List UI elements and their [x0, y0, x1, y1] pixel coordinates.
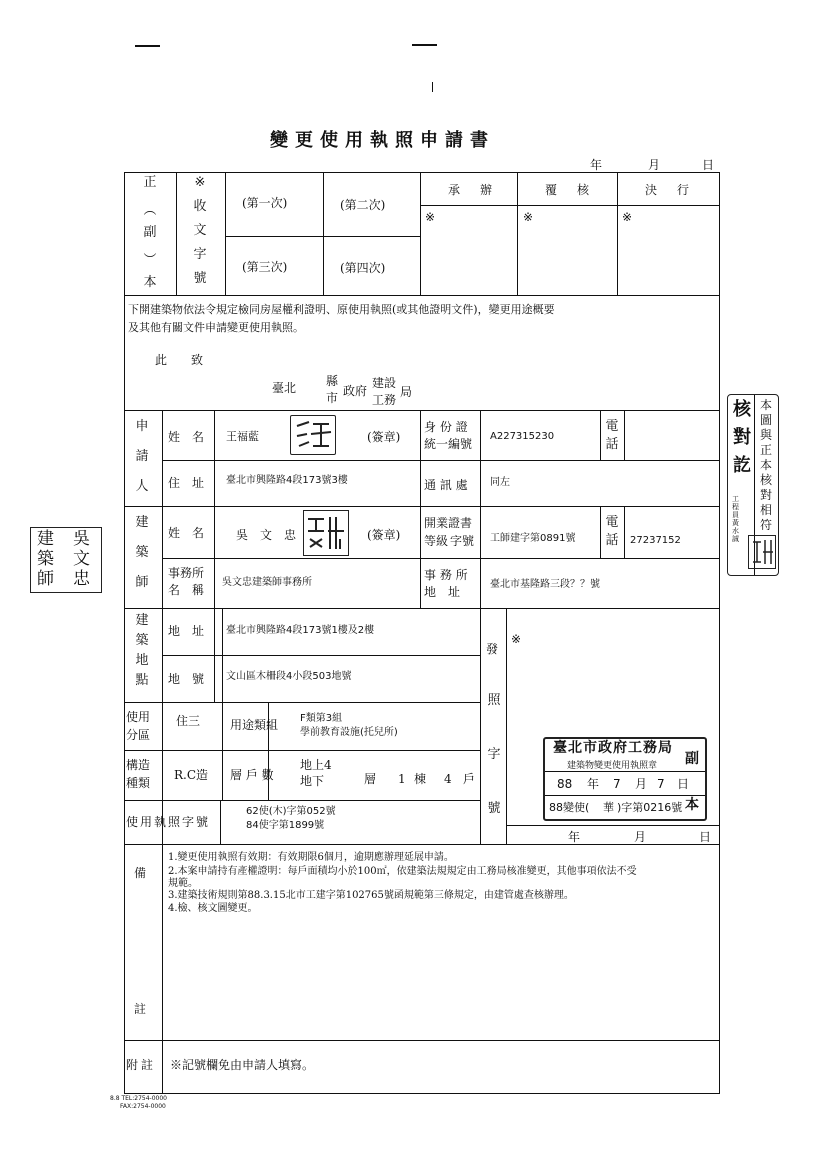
structure-floors-label: 層 戶 數 — [230, 768, 274, 782]
header-date-year: 年 — [590, 158, 603, 172]
rule — [124, 844, 719, 845]
applicant-id-label-2: 統一編號 — [424, 437, 473, 451]
stamp-number-mid: 華 — [603, 801, 614, 814]
official-change-license-stamp — [543, 737, 707, 821]
top-scan-mark — [432, 82, 433, 92]
stamp-day: 7 — [657, 777, 665, 791]
architect-office-address: 臺北市基隆路三段？？號 — [490, 579, 600, 590]
rule — [124, 1040, 719, 1041]
notes-label-bottom: 註 — [134, 1002, 147, 1016]
structure-floor-unit: 層 — [364, 772, 377, 786]
zoning-use-value-2: 學前教育設施(托兒所) — [300, 727, 398, 738]
applicant-mail-label: 通 訊 處 — [424, 478, 468, 492]
approval-mark: ※ — [425, 210, 436, 224]
verify-main: 核 對 訖 — [733, 399, 751, 476]
architect-name: 吳 文 忠 — [236, 528, 297, 542]
architect-name-label: 姓 名 — [168, 526, 205, 540]
rule — [124, 800, 480, 801]
applicant-mail: 同左 — [490, 477, 510, 488]
applicant-seal — [290, 415, 336, 455]
applicant-phone-label: 電 話 — [605, 419, 619, 452]
recipient-dept-bottom: 工務 — [372, 393, 397, 407]
stamp-copy-label: 副 本 — [685, 751, 699, 813]
footer-text: ※記號欄免由申請人填寫。 — [170, 1058, 315, 1072]
structure-buildings: 1 — [398, 772, 406, 786]
stamp-org: 臺北市政府工務局 — [553, 740, 673, 756]
rule — [162, 410, 163, 844]
seal-icon — [304, 511, 348, 555]
round-4: (第四次) — [340, 261, 386, 275]
site-lot: 文山區木柵段4小段503地號 — [226, 671, 352, 682]
site-issue-label: 發 — [486, 642, 499, 656]
applicant-name: 王福藍 — [226, 430, 259, 443]
note-item: 規範。 — [168, 878, 198, 889]
applicant-name-label: 姓 名 — [168, 430, 205, 444]
recipient-dept-top: 建設 — [372, 376, 397, 390]
rule — [220, 800, 221, 844]
rule — [506, 608, 507, 844]
architect-license-number: 工師建字第0891號 — [490, 533, 576, 544]
structure-label-2: 種類 — [126, 776, 151, 790]
site-section-label: 建 築 地 點 — [135, 613, 149, 688]
verify-note: 本 圖 與 正 本 核 對 相 符 — [759, 398, 772, 532]
seal-char: 建 — [37, 529, 54, 549]
verify-officer: 工程員黃水誠 — [732, 495, 739, 543]
rule — [222, 702, 223, 800]
rule — [222, 608, 223, 702]
applicant-id-number: A227315230 — [490, 431, 555, 442]
rule — [323, 172, 324, 295]
approval-decision-header: 決 行 — [645, 183, 694, 197]
document-title: 變更使用執照申請書 — [270, 130, 495, 151]
rule — [124, 750, 480, 751]
footer-label: 附註 — [126, 1058, 157, 1072]
top-scan-mark — [412, 44, 437, 46]
rule — [162, 655, 480, 656]
stamp-label-nian: 年 — [587, 777, 600, 791]
approval-review-header: 覆 核 — [545, 183, 594, 197]
architect-seal-label: (簽章) — [367, 528, 401, 542]
recipient-gov: 政府 — [343, 384, 368, 398]
architect-office-name: 吳文忠建築師事務所 — [222, 577, 312, 588]
applicant-seal-label: (簽章) — [367, 430, 401, 444]
rule — [214, 410, 215, 702]
rule — [600, 410, 601, 460]
seal-char: 吳 — [73, 529, 90, 549]
site-issue-mark: ※ — [511, 632, 522, 646]
footer-fax: FAX:2754-0000 — [120, 1103, 166, 1110]
architect-license-label-3: 字號 — [450, 534, 475, 548]
rule — [624, 506, 625, 558]
rule — [162, 558, 719, 559]
rule — [480, 608, 481, 844]
zoning-label-1: 使用 — [126, 710, 151, 724]
recipient-city: 臺北 — [272, 381, 297, 395]
applicant-section-label: 申 請 人 — [135, 419, 149, 494]
architect-license-label-2: 等級 — [424, 534, 449, 548]
structure-household-unit: 戶 — [463, 772, 476, 786]
rule — [420, 172, 421, 295]
rule — [124, 702, 480, 703]
rule — [268, 702, 269, 800]
rule — [162, 460, 719, 461]
rule — [225, 236, 420, 237]
applicant-address: 臺北市興隆路4段173號3樓 — [226, 475, 348, 486]
site-location: 臺北市興隆路4段173號1樓及2樓 — [226, 625, 375, 636]
license-label: 使用執照字號 — [126, 815, 211, 829]
structure-label-1: 構造 — [126, 758, 151, 772]
round-1: (第一次) — [242, 196, 288, 210]
stamp-number-prefix: 88變使( — [549, 801, 590, 814]
rule — [506, 825, 719, 826]
intro-line-1: 下開建築物依法令規定檢同房屋權利證明、原使用執照(或其他證明文件)，變更用途概要 — [128, 303, 555, 316]
notes-label-top: 備 — [134, 866, 147, 880]
rule — [176, 172, 177, 295]
architect-office-label-1: 事務所 — [168, 566, 205, 580]
footer-tel: 8.8 TEL:2754-0000 — [110, 1095, 167, 1102]
stamp-month: 7 — [613, 777, 621, 791]
seal-char: 忠 — [73, 569, 90, 589]
zoning-use-label: 用途類組 — [230, 718, 279, 732]
applicant-id-label-1: 身 份 證 — [424, 420, 468, 434]
site-lot-label: 地 號 — [168, 672, 205, 686]
salutation: 此 致 — [155, 353, 210, 367]
structure-households: 4 — [444, 772, 452, 786]
applicant-address-label: 住 址 — [168, 476, 205, 490]
rule — [600, 506, 601, 558]
note-item: 1.變更使用執照有效期：有效期限6個月，逾期應辦理延展申請。 — [168, 852, 454, 863]
rule — [162, 844, 163, 1094]
license-line-2: 84使字第1899號 — [246, 820, 325, 831]
stamp-rule — [545, 771, 705, 772]
approval-handler-header: 承 辦 — [448, 183, 497, 197]
architect-seal — [303, 510, 349, 556]
structure-above: 地上4 — [300, 758, 332, 772]
license-line-1: 62使(木)字第052號 — [246, 806, 336, 817]
intro-line-2: 及其他有關文件申請變更使用執照。 — [128, 321, 304, 334]
structure-below: 地下 — [300, 774, 325, 788]
rule — [420, 410, 421, 608]
header-date-month: 月 — [648, 158, 661, 172]
seal-icon — [749, 536, 775, 568]
approval-mark: ※ — [523, 210, 534, 224]
top-scan-mark — [135, 45, 160, 47]
seal-char: 師 — [37, 569, 54, 589]
zoning-use-value-1: F類第3組 — [300, 713, 343, 724]
site-location-label: 地 址 — [168, 624, 205, 638]
architect-phone: 27237152 — [630, 535, 681, 546]
license-column-label: 照 字 號 — [487, 693, 501, 816]
approval-mark: ※ — [622, 210, 633, 224]
zoning-value: 住三 — [176, 714, 201, 728]
rule — [617, 172, 618, 295]
seal-icon — [291, 416, 335, 454]
receipt-number-label: ※ 收 文 字 號 — [193, 175, 207, 286]
note-item: 4.檢、核文圖變更。 — [168, 903, 258, 914]
architect-office-label-2: 名 稱 — [168, 583, 205, 597]
stamp-rule — [545, 795, 705, 796]
stamp-label-ri: 日 — [677, 777, 690, 791]
rule — [225, 172, 226, 295]
recipient-bureau: 局 — [400, 385, 413, 399]
architect-section-label: 建 築 師 — [135, 515, 149, 590]
seal-char: 築 — [37, 549, 54, 569]
architect-office-addr-label-1: 事 務 所 — [424, 568, 468, 582]
date-row-day: 日 — [699, 830, 712, 844]
date-row-month: 月 — [634, 830, 647, 844]
note-item: 3.建築技術規則第88.3.15北市工建字第102765號函規範第三條規定，由建管處查核辦理。 — [168, 890, 574, 901]
note-item: 2.本案申請持有產權證明：每戶面積均小於100㎡，依建築法規規定由工務局核准變更，其他事項依法不受 — [168, 866, 637, 877]
copy-type-label: 正 ︵ 副 ︶ 本 — [143, 175, 157, 290]
rule — [124, 295, 719, 296]
header-date-day: 日 — [702, 158, 715, 172]
round-2: (第二次) — [340, 198, 386, 212]
recipient-county: 縣 — [326, 374, 339, 388]
rule — [517, 172, 518, 295]
rule — [624, 410, 625, 460]
structure-building-unit: 棟 — [414, 772, 427, 786]
small-seal — [748, 535, 776, 569]
seal-char: 文 — [73, 549, 90, 569]
structure-value: R.C造 — [174, 768, 209, 782]
date-row-year: 年 — [568, 830, 581, 844]
recipient-city-2: 市 — [326, 391, 339, 405]
stamp-sub: 建築物變更使用執照章 — [567, 761, 658, 771]
architect-license-label-1: 開業證書 — [424, 516, 473, 530]
stamp-label-yue: 月 — [635, 777, 648, 791]
rule — [420, 205, 719, 206]
architect-office-seal — [30, 527, 102, 593]
verification-stamp — [727, 394, 779, 576]
stamp-year: 88 — [557, 777, 573, 791]
round-3: (第三次) — [242, 260, 288, 274]
architect-office-addr-label-2: 地 址 — [424, 585, 461, 599]
architect-phone-label: 電 話 — [605, 515, 619, 548]
rule — [480, 410, 481, 608]
stamp-number-suffix: )字第0216號 — [617, 801, 683, 814]
zoning-label-2: 分區 — [126, 728, 151, 742]
